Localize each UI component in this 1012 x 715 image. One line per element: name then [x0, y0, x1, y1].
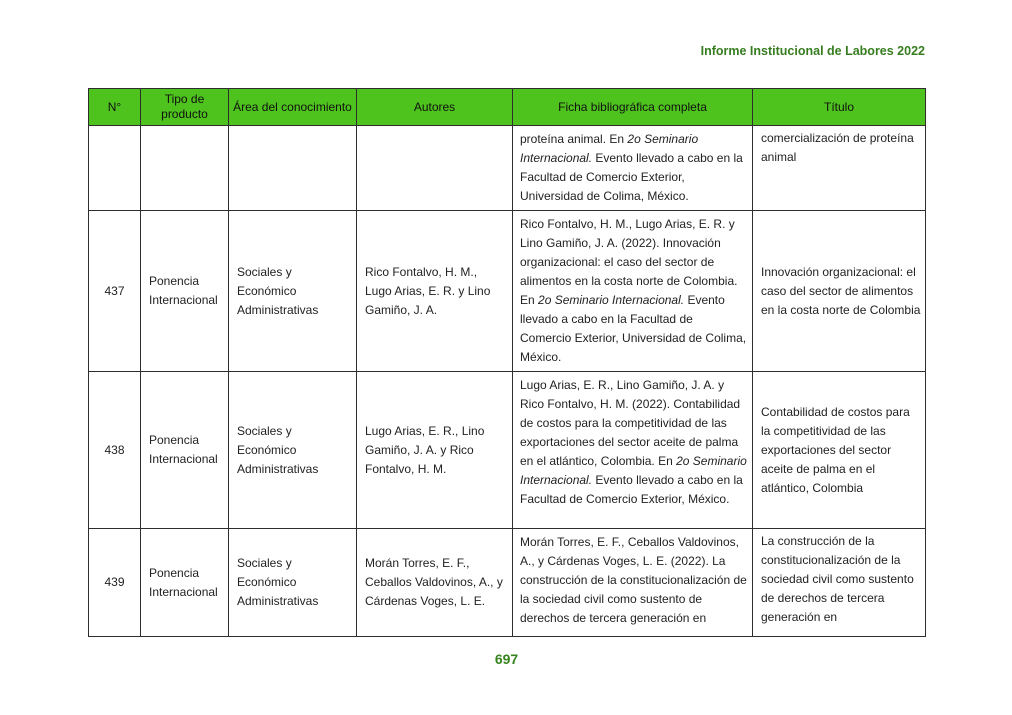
cell-ficha-bibliografica — [513, 211, 753, 372]
cell-tipo-producto: Ponencia Internacional — [141, 372, 229, 529]
column-header-area-conocimiento: Área del conocimiento — [229, 89, 357, 126]
ficha-text: proteína animal. En — [520, 132, 628, 146]
ficha-text: Rico Fontalvo, H. M., Lugo Arias, E. R. y Lino Gamiño, J. A. (2022). Innovación organizacional: el caso del sector de alimentos en la costa norte de Colombia. En — [520, 217, 738, 307]
ficha-italic-text: 2o Seminario Internacional. — [520, 132, 699, 165]
page-number: 697 — [494, 651, 519, 667]
table-row-439 — [89, 529, 926, 637]
cell-area-conocimiento — [229, 126, 357, 211]
cell-autores: Rico Fontalvo, H. M., Lugo Arias, E. R. y Lino Gamiño, J. A. — [357, 211, 513, 372]
ficha-italic-text: 2o Seminario Internacional. — [538, 293, 685, 307]
ficha-text: Evento llevado a cabo en la Facultad de Comercio Exterior, Universidad de Colima, México. — [520, 293, 747, 364]
cell-area-conocimiento: Sociales y Económico Administrativas — [229, 372, 357, 529]
ficha-text: Morán Torres, E. F., Ceballos Valdovinos, A., y Cárdenas Voges, L. E. (2022). La construcción de la constitucionalización de la sociedad civil como sustento de derechos de tercera generación en — [520, 535, 747, 625]
ficha-italic-text: 2o Seminario Internacional. — [520, 454, 747, 487]
cell-numero: 438 — [89, 372, 141, 529]
column-header-numero: N° — [89, 89, 141, 126]
cell-tipo-producto: Ponencia Internacional — [141, 529, 229, 637]
cell-titulo: Contabilidad de costos para la competitividad de las exportaciones del sector aceite de palma en el atlántico, Colombia — [753, 372, 926, 529]
cell-autores — [357, 126, 513, 211]
cell-area-conocimiento: Sociales y Económico Administrativas — [229, 529, 357, 637]
publications-table — [88, 88, 926, 637]
cell-ficha-bibliografica — [513, 529, 753, 637]
column-header-ficha-bibliografica: Ficha bibliográfica completa — [513, 89, 753, 126]
cell-numero — [89, 126, 141, 211]
cell-autores: Morán Torres, E. F., Ceballos Valdovinos, A., y Cárdenas Voges, L. E. — [357, 529, 513, 637]
cell-numero: 439 — [89, 529, 141, 637]
cell-titulo: comercialización de proteína animal — [753, 126, 926, 211]
cell-numero: 437 — [89, 211, 141, 372]
table-row-438 — [89, 372, 926, 529]
ficha-text: Evento llevado a cabo en la Facultad de Comercio Exterior, México. — [520, 473, 743, 506]
column-header-autores: Autores — [357, 89, 513, 126]
table-header-row — [89, 89, 926, 126]
cell-ficha-bibliografica — [513, 372, 753, 529]
cell-tipo-producto: Ponencia Internacional — [141, 211, 229, 372]
column-header-tipo-producto: Tipo de producto — [141, 89, 229, 126]
cell-area-conocimiento: Sociales y Económico Administrativas — [229, 211, 357, 372]
cell-tipo-producto — [141, 126, 229, 211]
ficha-text: Lugo Arias, E. R., Lino Gamiño, J. A. y Rico Fontalvo, H. M. (2022). Contabilidad de costos para la competitividad de las exportaciones del sector aceite de palma en el atlántico, Colombia. En — [520, 378, 741, 468]
table-row-continuation — [89, 126, 926, 211]
cell-titulo: Innovación organizacional: el caso del sector de alimentos en la costa norte de Colombia — [753, 211, 926, 372]
cell-titulo: La construcción de la constitucionalización de la sociedad civil como sustento de derechos de tercera generación en — [753, 529, 926, 637]
cell-ficha-bibliografica — [513, 126, 753, 211]
column-header-titulo: Título — [753, 89, 926, 126]
cell-autores: Lugo Arias, E. R., Lino Gamiño, J. A. y Rico Fontalvo, H. M. — [357, 372, 513, 529]
table-row-437 — [89, 211, 926, 372]
ficha-text: Evento llevado a cabo en la Facultad de Comercio Exterior, Universidad de Colima, México. — [520, 151, 743, 203]
document-header-title: Informe Institucional de Labores 2022 — [700, 44, 925, 58]
